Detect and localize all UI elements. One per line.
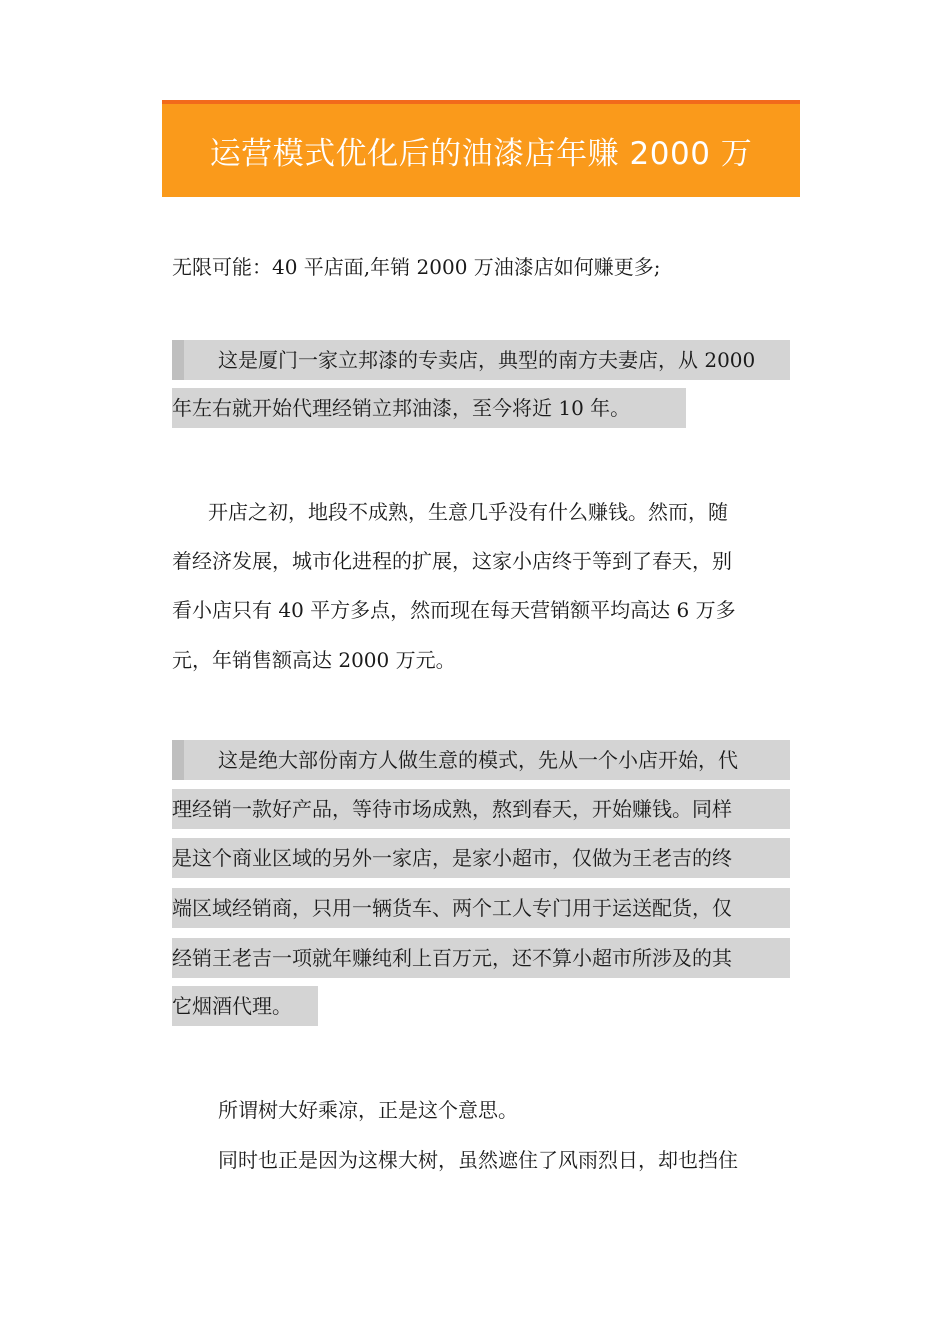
paragraph-1-line-2: 年左右就开始代理经销立邦油漆，至今将近 10 年。 <box>172 388 686 428</box>
paragraph-4-line-1: 所谓树大好乘凉，正是这个意思。 <box>218 1098 518 1122</box>
paragraph-5-line-1: 同时也正是因为这棵大树，虽然遮住了风雨烈日，却也挡住 <box>218 1148 738 1172</box>
paragraph-3-line-6: 它烟酒代理。 <box>172 986 318 1026</box>
paragraph-3-line-1: 这是绝大部份南方人做生意的模式，先从一个小店开始，代 <box>172 740 790 780</box>
paragraph-3-line-5: 经销王老吉一项就年赚纯利上百万元，还不算小超市所涉及的其 <box>172 938 790 978</box>
paragraph-3-line-2: 理经销一款好产品，等待市场成熟，熬到春天，开始赚钱。同样 <box>172 789 790 829</box>
paragraph-2-line-2: 着经济发展，城市化进程的扩展，这家小店终于等到了春天，别 <box>172 549 732 573</box>
paragraph-2-line-3: 看小店只有 40 平方多点，然而现在每天营销额平均高达 6 万多 <box>172 598 736 622</box>
title-banner <box>162 100 800 197</box>
paragraph-2-line-4: 元，年销售额高达 2000 万元。 <box>172 648 456 672</box>
paragraph-2-line-1: 开店之初，地段不成熟，生意几乎没有什么赚钱。然而，随 <box>208 500 728 524</box>
subtitle: 无限可能：40 平店面,年销 2000 万油漆店如何赚更多; <box>172 255 661 279</box>
paragraph-3-line-4: 端区域经销商，只用一辆货车、两个工人专门用于运送配货，仅 <box>172 888 790 928</box>
paragraph-3-line-3: 是这个商业区域的另外一家店，是家小超市，仅做为王老吉的终 <box>172 838 790 878</box>
paragraph-1-line-1: 这是厦门一家立邦漆的专卖店，典型的南方夫妻店，从 2000 <box>172 340 790 380</box>
page-title: 运营模式优化后的油漆店年赚 2000 万 <box>209 136 753 172</box>
